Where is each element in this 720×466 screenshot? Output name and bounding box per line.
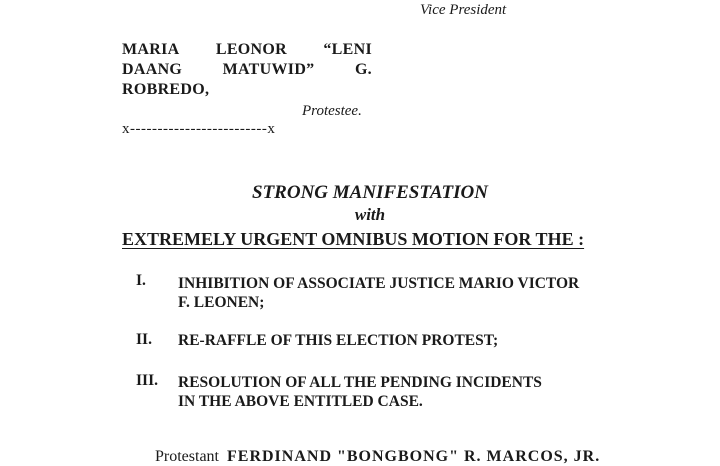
name-word: MATUWID” — [222, 61, 315, 78]
name-word: “LENI — [323, 41, 372, 58]
name-word: LEONOR — [215, 41, 288, 58]
item-text: INHIBITION OF ASSOCIATE JUSTICE MARIO VICTOR — [178, 275, 580, 292]
document-subtitle: EXTREMELY URGENT OMNIBUS MOTION FOR THE : — [122, 229, 585, 249]
item-text: RE-RAFFLE OF THIS ELECTION PROTEST; — [178, 332, 499, 349]
name-word: G. — [354, 61, 372, 78]
name-word: ROBREDO, — [122, 81, 210, 98]
item-text: IN THE ABOVE ENTITLED CASE. — [178, 393, 423, 410]
item-number: III. — [136, 372, 158, 389]
item-number: II. — [136, 331, 152, 348]
item-text: RESOLUTION OF ALL THE PENDING INCIDENTS — [178, 374, 542, 391]
document-title: STRONG MANIFESTATION — [252, 182, 488, 203]
name-word: DAANG — [122, 61, 183, 78]
document-title-connector: with — [354, 205, 386, 224]
respondent-name-line — [122, 80, 372, 100]
protestee-label: Protestee. — [302, 103, 362, 119]
paragraph-prefix: Protestant — [155, 448, 219, 465]
name-word: MARIA — [122, 41, 180, 58]
respondent-name-block — [122, 40, 372, 100]
body-paragraph — [155, 448, 600, 466]
item-text: F. LEONEN; — [178, 294, 265, 311]
respondent-name-line — [122, 40, 372, 60]
protestant-name: FERDINAND "BONGBONG" R. MARCOS, JR. — [227, 448, 601, 465]
item-number: I. — [136, 272, 146, 289]
caption-divider: x-------------------------x — [122, 121, 276, 137]
respondent-name-line — [122, 60, 372, 80]
vice-president-label: Vice President — [420, 2, 507, 18]
